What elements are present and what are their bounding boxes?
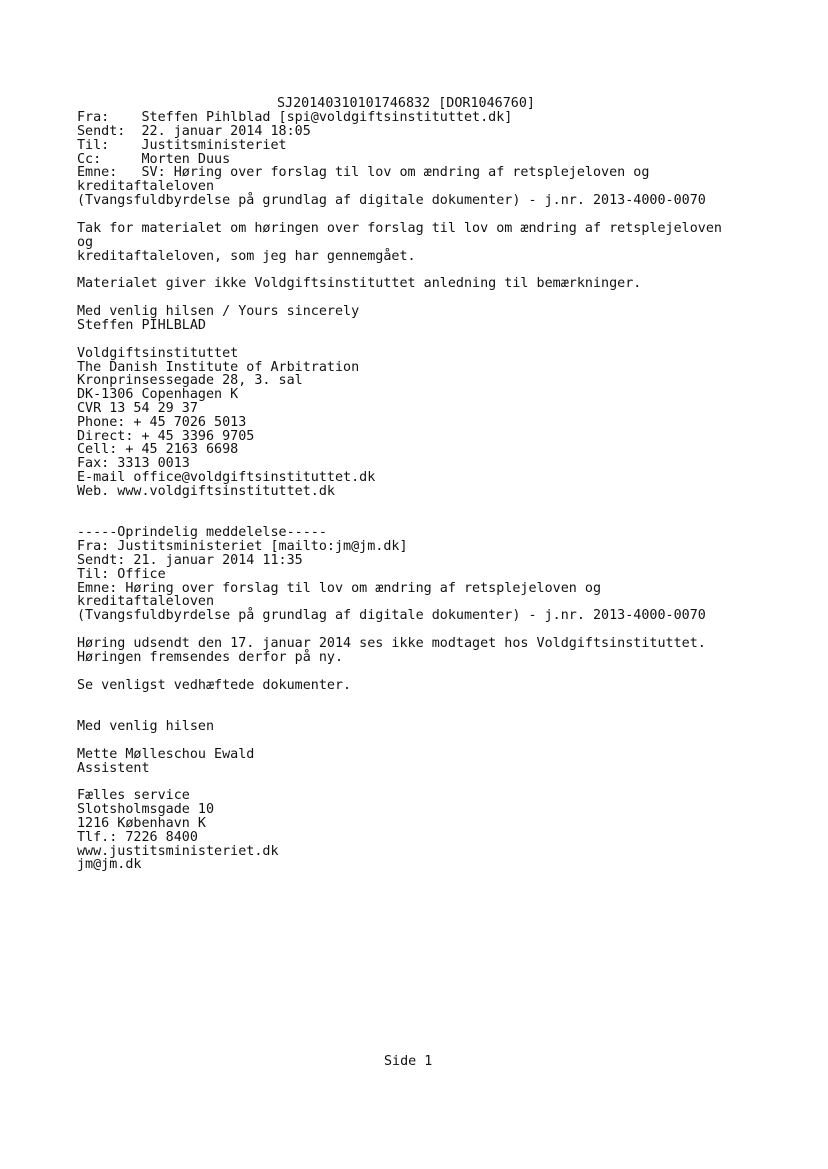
signature-city: DK-1306 Copenhagen K [77,387,239,402]
original-to: Til: Office [77,567,166,582]
body-paragraph-1-line-1: Tak for materialet om høringen over forslag til lov om ændring af retsplejeloven [77,221,722,236]
page-number: Side 1 [384,1054,433,1069]
original-paragraph-2: Se venligst vedhæftede dokumenter. [77,678,352,693]
original-phone: Tlf.: 7226 8400 [77,830,198,845]
header-subject-line-2: kreditaftaleloven [77,179,215,194]
signature-org: Voldgiftsinstituttet [77,346,239,361]
original-street: Slotsholmsgade 10 [77,802,215,817]
original-subject-line-1: Emne: Høring over forslag til lov om ændring af retsplejeloven og [77,581,602,596]
original-dept: Fælles service [77,788,190,803]
header-cc: Cc: Morten Duus [77,152,231,167]
signature-cell: Cell: + 45 2163 6698 [77,442,239,457]
original-web: www.justitsministeriet.dk [77,844,279,859]
header-subject-line-3: (Tvangsfuldbyrdelse på grundlag af digitale dokumenter) - j.nr. 2013-4000-0070 [77,193,706,208]
original-city: 1216 København K [77,816,206,831]
body-sender-name: Steffen PIHLBLAD [77,318,206,333]
body-paragraph-1-line-3: kreditaftaleloven, som jeg har gennemgået. [77,249,416,264]
body-paragraph-1-line-2: og [77,235,94,250]
original-sender-title: Assistent [77,761,150,776]
header-from: Fra: Steffen Pihlblad [spi@voldgiftsinstituttet.dk] [77,110,513,125]
original-subject-line-2: kreditaftaleloven [77,594,215,609]
header-to: Til: Justitsministeriet [77,138,287,153]
original-greeting: Med venlig hilsen [77,719,215,734]
body-paragraph-2: Materialet giver ikke Voldgiftsinstituttet anledning til bemærkninger. [77,276,642,291]
signature-direct: Direct: + 45 3396 9705 [77,429,255,444]
signature-fax: Fax: 3313 0013 [77,456,190,471]
signature-org-english: The Danish Institute of Arbitration [77,360,360,375]
original-subject-line-3: (Tvangsfuldbyrdelse på grundlag af digitale dokumenter) - j.nr. 2013-4000-0070 [77,608,706,623]
original-from: Fra: Justitsministeriet [mailto:jm@jm.dk] [77,539,408,554]
header-subject-line-1: Emne: SV: Høring over forslag til lov om ændring af retsplejeloven og [77,165,650,180]
document-id: SJ20140310101746832 [DOR1046760] [277,96,535,111]
signature-cvr: CVR 13 54 29 37 [77,401,198,416]
original-paragraph-1-line-2: Høringen fremsendes derfor på ny. [77,650,344,665]
original-sent: Sendt: 21. januar 2014 11:35 [77,553,303,568]
original-email: jm@jm.dk [77,857,142,872]
original-message-separator: -----Oprindelig meddelelse----- [77,525,327,540]
signature-phone: Phone: + 45 7026 5013 [77,415,247,430]
original-paragraph-1-line-1: Høring udsendt den 17. januar 2014 ses ikke modtaget hos Voldgiftsinstituttet. [77,636,706,651]
signature-web: Web. www.voldgiftsinstituttet.dk [77,484,335,499]
header-sent: Sendt: 22. januar 2014 18:05 [77,124,311,139]
signature-email: E-mail office@voldgiftsinstituttet.dk [77,470,376,485]
body-greeting: Med venlig hilsen / Yours sincerely [77,304,360,319]
signature-street: Kronprinsessegade 28, 3. sal [77,373,303,388]
original-sender-name: Mette Mølleschou Ewald [77,747,255,762]
